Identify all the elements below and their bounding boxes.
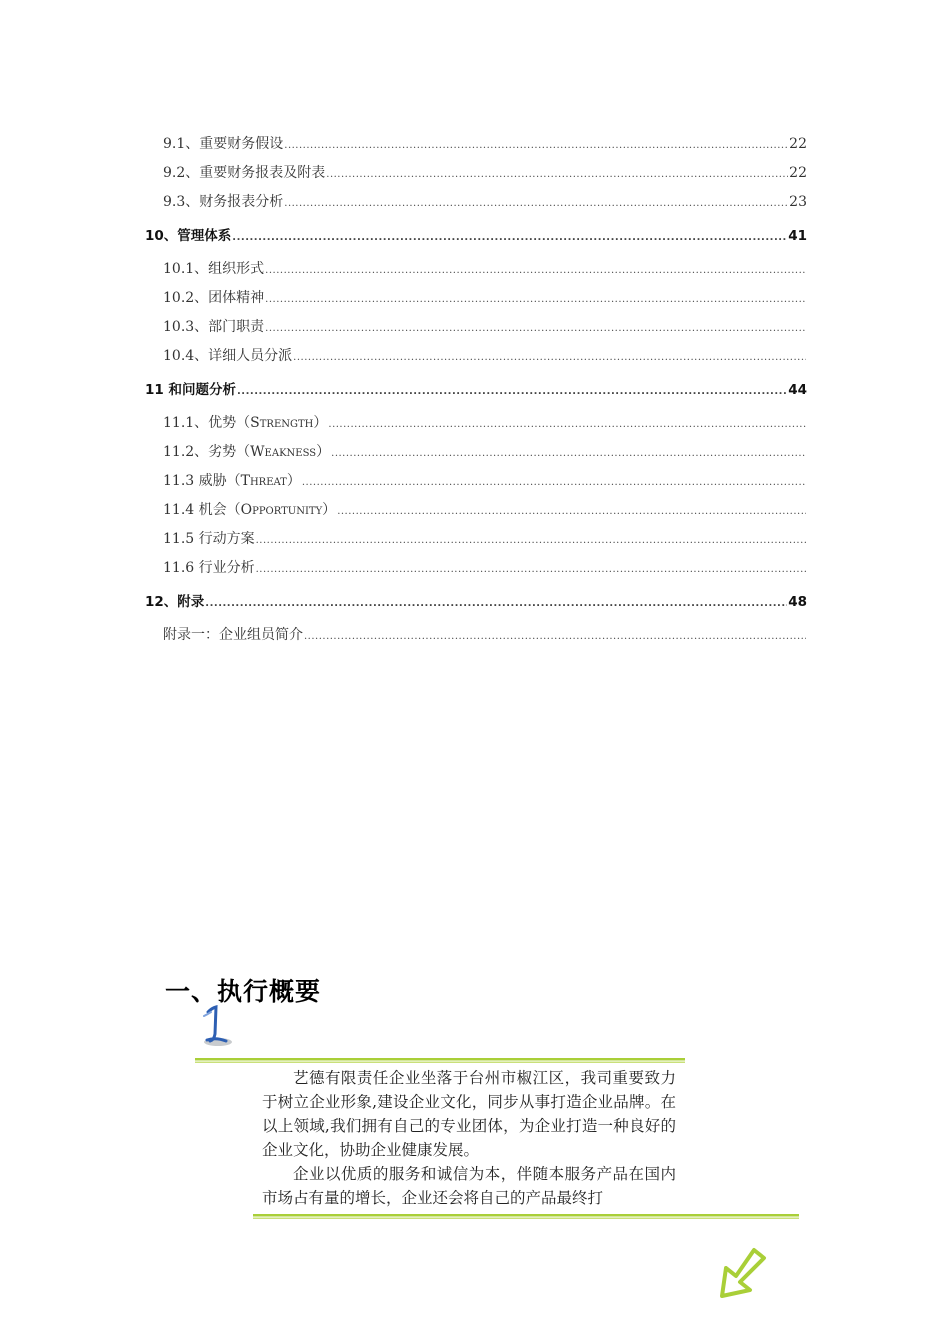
toc-entry-title: 11 和问题分析	[145, 382, 236, 398]
toc-page-number: 23	[789, 194, 807, 210]
toc-entry[interactable]	[145, 130, 807, 159]
toc-dot-leader	[232, 223, 787, 252]
table-of-contents	[145, 130, 807, 650]
toc-dot-leader	[302, 468, 806, 497]
toc-entry-title: 11.3 威胁（Threat）	[163, 473, 301, 489]
toc-entry-title: 9.2、重要财务报表及附表	[163, 165, 326, 181]
toc-entry-title: 12、附录	[145, 594, 205, 610]
toc-dot-leader	[265, 314, 806, 343]
toc-entry[interactable]	[145, 525, 807, 554]
toc-dot-leader	[205, 589, 787, 618]
toc-entry[interactable]	[145, 188, 807, 217]
toc-entry-title: 10.3、部门职责	[163, 319, 265, 335]
body-paragraph-1: 艺德有限责任企业坐落于台州市椒江区，我司重要致力于树立企业形象,建设企业文化，同步从事打造企业品牌。在以上领域,我们拥有自己的专业团体，为企业打造一种良好的企业文化，协助企业健康发展。	[262, 1069, 676, 1159]
toc-dot-leader	[265, 285, 806, 314]
top-accent-line	[195, 1058, 685, 1064]
toc-dot-leader	[265, 256, 806, 285]
toc-entry[interactable]	[145, 255, 807, 284]
toc-entry[interactable]	[145, 467, 807, 496]
toc-entry-main[interactable]	[145, 588, 807, 617]
toc-entry-title: 10.4、详细人员分派	[163, 348, 293, 364]
toc-entry[interactable]	[145, 284, 807, 313]
toc-entry-title: 11.5 行动方案	[163, 531, 255, 547]
toc-entry[interactable]	[145, 621, 807, 650]
toc-dot-leader	[304, 622, 806, 651]
toc-entry[interactable]	[145, 409, 807, 438]
toc-page-number: 44	[788, 382, 807, 398]
toc-entry[interactable]	[145, 159, 807, 188]
toc-dot-leader	[331, 439, 806, 468]
toc-dot-leader	[326, 160, 788, 189]
toc-entry-title: 11.4 机会（Opportunity）	[163, 502, 337, 518]
section-body	[262, 1066, 676, 1210]
toc-dot-leader	[237, 377, 787, 406]
section-heading: 一、执行概要	[165, 977, 322, 1006]
toc-entry-title: 11.2、劣势（Weakness）	[163, 444, 331, 460]
toc-dot-leader	[284, 131, 788, 160]
arrow-down-left-icon	[716, 1244, 768, 1300]
toc-entry-title: 附录一：企业组员简介	[163, 627, 303, 643]
toc-entry-title: 11.1、优势（Strength）	[163, 415, 328, 431]
toc-dot-leader	[284, 189, 788, 218]
toc-dot-leader	[256, 555, 806, 584]
toc-entry-title: 9.3、财务报表分析	[163, 194, 284, 210]
toc-entry-main[interactable]	[145, 222, 807, 251]
toc-entry[interactable]	[145, 554, 807, 583]
toc-page-number: 48	[788, 594, 807, 610]
body-paragraph-2: 企业以优质的服务和诚信为本，伴随本服务产品在国内市场占有量的增长，企业还会将自己的产品最终打	[262, 1165, 676, 1207]
toc-page-number: 41	[788, 228, 807, 244]
toc-page-number: 22	[789, 136, 807, 152]
toc-entry[interactable]	[145, 342, 807, 371]
toc-dot-leader	[328, 410, 806, 439]
toc-dot-leader	[293, 343, 806, 372]
toc-entry-main[interactable]	[145, 376, 807, 405]
number-one-icon	[196, 1004, 236, 1048]
bottom-accent-line	[253, 1214, 799, 1220]
toc-entry[interactable]	[145, 496, 807, 525]
toc-entry-title: 10、管理体系	[145, 228, 232, 244]
toc-entry-title: 10.1、组织形式	[163, 261, 265, 277]
toc-entry[interactable]	[145, 438, 807, 467]
toc-dot-leader	[337, 497, 806, 526]
toc-page-number: 22	[789, 165, 807, 181]
toc-entry[interactable]	[145, 313, 807, 342]
toc-dot-leader	[256, 526, 806, 555]
toc-entry-title: 10.2、团体精神	[163, 290, 265, 306]
toc-entry-title: 11.6 行业分析	[163, 560, 255, 576]
toc-entry-title: 9.1、重要财务假设	[163, 136, 284, 152]
